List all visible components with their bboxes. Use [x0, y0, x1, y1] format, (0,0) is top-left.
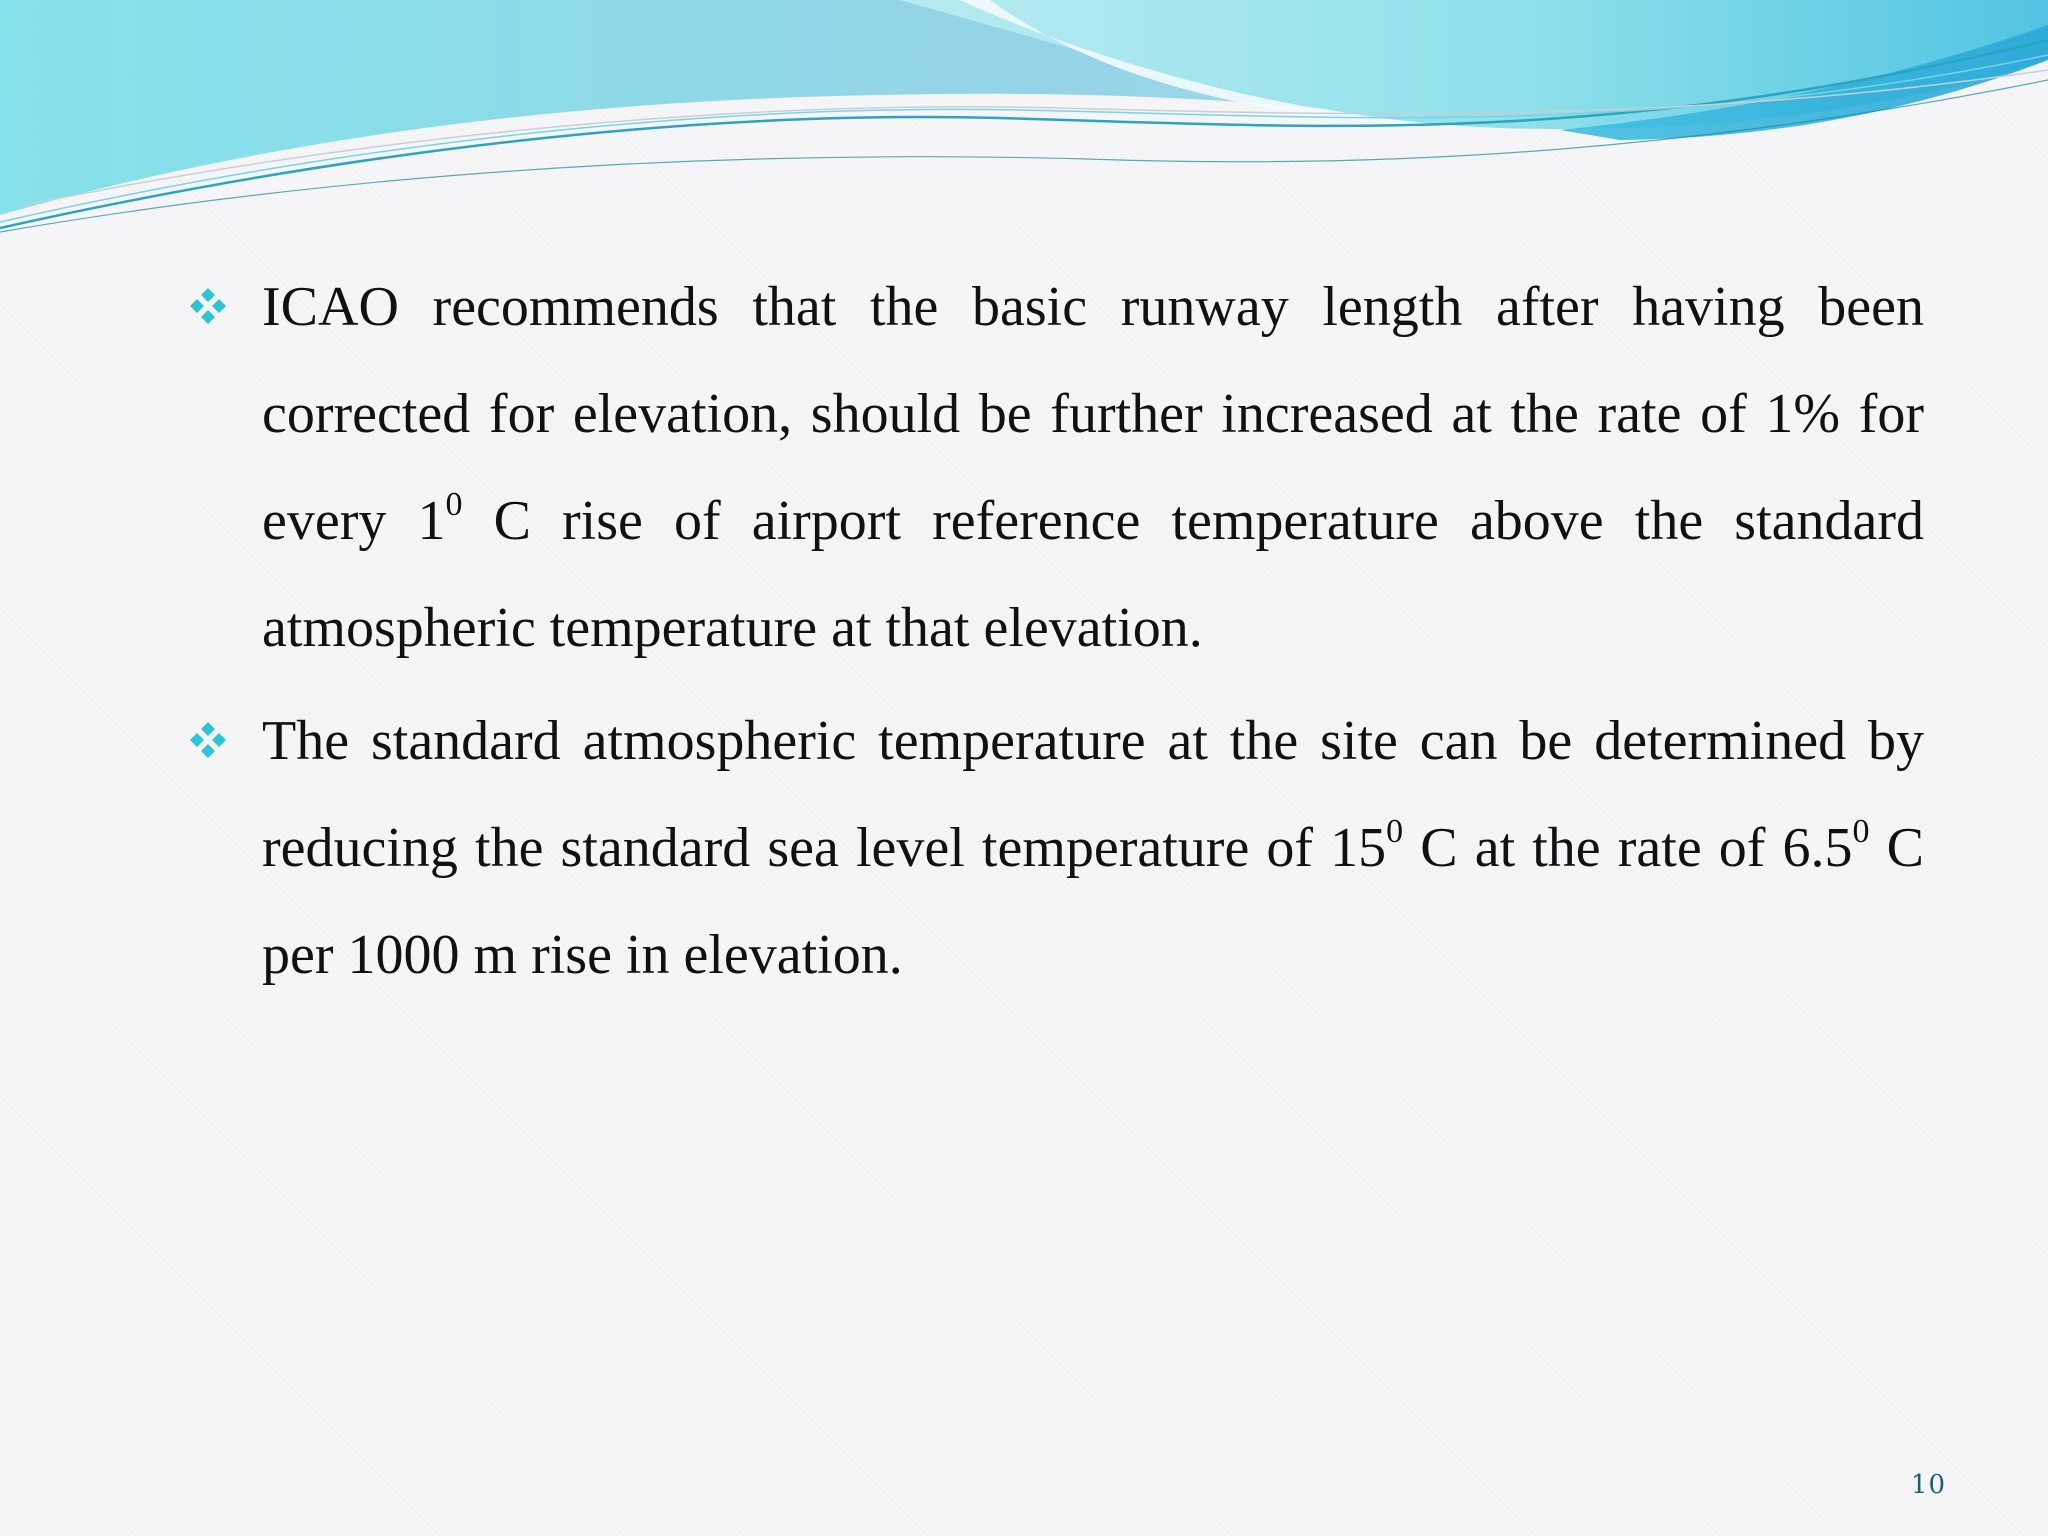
bullet-item	[188, 254, 1924, 682]
bullet-text-part: C at the rate of 6.5	[1403, 817, 1853, 879]
header-wave-decoration	[0, 0, 2048, 240]
page-number: 10	[1910, 1470, 1946, 1500]
bullet-item	[188, 688, 1924, 1009]
four-diamond-bullet-icon	[188, 286, 228, 326]
slide-content	[188, 262, 1924, 1023]
bullet-text	[262, 254, 1924, 682]
bullet-text	[262, 688, 1924, 1009]
degree-superscript: 0	[1386, 813, 1404, 851]
degree-superscript: 0	[445, 486, 463, 524]
bullet-text-part: ICAO recommends that the basic runway length after having been corrected for elevation, should be further increased at the rate of 1% for every 1	[262, 276, 1924, 552]
four-diamond-bullet-icon	[188, 720, 228, 760]
bullet-text-part: C rise of airport reference temperature above the standard atmospheric temperature at that elevation.	[262, 490, 1925, 659]
degree-superscript: 0	[1852, 813, 1870, 851]
bullet-text-part: C per 1000 m rise in elevation.	[262, 817, 1925, 986]
bullet-text-part: The standard atmospheric temperature at the site can be determined by reducing the standard sea level temperature of 15	[262, 710, 1924, 879]
